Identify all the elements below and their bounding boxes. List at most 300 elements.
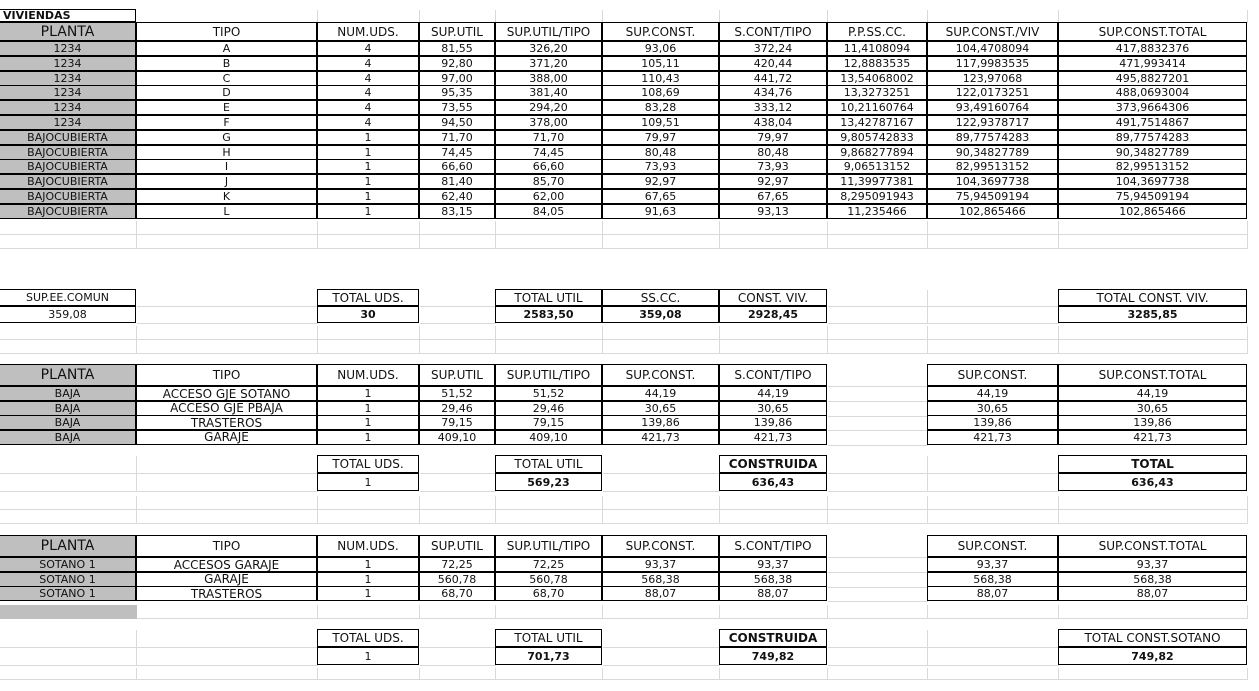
table-cell[interactable]: 93,37 <box>927 557 1058 572</box>
column-header[interactable]: NUM.UDS. <box>317 22 419 41</box>
summary-label[interactable]: TOTAL CONST.SOTANO <box>1058 629 1247 647</box>
table-cell[interactable]: 30,65 <box>719 401 827 416</box>
column-header[interactable]: SUP.CONST.TOTAL <box>1058 364 1247 386</box>
cell[interactable] <box>603 648 720 666</box>
table-cell[interactable]: J <box>136 174 317 189</box>
table-cell[interactable]: 83,15 <box>419 204 495 219</box>
table-cell[interactable]: 333,12 <box>719 100 827 115</box>
cell[interactable] <box>828 510 928 524</box>
cell[interactable] <box>1059 221 1248 235</box>
cell[interactable] <box>420 510 496 524</box>
table-cell[interactable]: 123,97068 <box>927 71 1058 86</box>
summary-label[interactable]: TOTAL UDS. <box>317 455 419 473</box>
summary-label[interactable]: TOTAL UTIL <box>495 455 602 473</box>
summary-label[interactable]: CONST. VIV. <box>719 289 827 306</box>
column-header[interactable]: PLANTA <box>0 22 136 41</box>
column-header[interactable]: TIPO <box>136 22 317 41</box>
table-cell[interactable]: 1 <box>317 204 419 219</box>
summary-label[interactable]: SS.CC. <box>602 289 719 306</box>
table-cell[interactable]: 372,24 <box>719 41 827 56</box>
column-header[interactable]: NUM.UDS. <box>317 535 419 557</box>
table-cell[interactable]: 67,65 <box>719 189 827 204</box>
table-cell[interactable]: BAJA <box>0 401 136 416</box>
table-cell[interactable]: C <box>136 71 317 86</box>
cell[interactable] <box>828 558 928 573</box>
table-cell[interactable]: 108,69 <box>602 85 719 100</box>
cell[interactable] <box>928 221 1059 235</box>
cell[interactable] <box>828 340 928 354</box>
cell[interactable] <box>828 221 928 235</box>
cell[interactable] <box>318 326 420 340</box>
cell[interactable] <box>420 326 496 340</box>
cell[interactable] <box>0 630 137 648</box>
table-cell[interactable]: D <box>136 85 317 100</box>
cell[interactable] <box>828 365 928 387</box>
table-cell[interactable]: G <box>136 130 317 145</box>
summary-value[interactable]: 749,82 <box>719 647 827 665</box>
column-header[interactable]: SUP.UTIL <box>419 364 495 386</box>
table-cell[interactable]: 79,97 <box>602 130 719 145</box>
cell[interactable] <box>420 307 496 324</box>
table-cell[interactable]: 30,65 <box>1058 401 1247 416</box>
cell[interactable] <box>828 416 928 431</box>
table-cell[interactable]: L <box>136 204 317 219</box>
cell[interactable] <box>0 668 137 680</box>
table-cell[interactable]: 9,868277894 <box>827 145 927 160</box>
table-cell[interactable]: 104,4708094 <box>927 41 1058 56</box>
table-cell[interactable]: 92,97 <box>602 174 719 189</box>
cell[interactable] <box>420 668 496 680</box>
table-cell[interactable]: 67,65 <box>602 189 719 204</box>
summary-value[interactable]: 2928,45 <box>719 306 827 323</box>
cell[interactable] <box>603 326 720 340</box>
table-cell[interactable]: 13,42787167 <box>827 115 927 130</box>
cell[interactable] <box>928 340 1059 354</box>
cell[interactable] <box>137 668 318 680</box>
table-cell[interactable]: 30,65 <box>927 401 1058 416</box>
table-cell[interactable]: 79,15 <box>495 415 602 430</box>
table-cell[interactable]: BAJOCUBIERTA <box>0 204 136 219</box>
cell[interactable] <box>603 340 720 354</box>
table-cell[interactable]: 73,93 <box>602 159 719 174</box>
table-cell[interactable]: 73,55 <box>419 100 495 115</box>
table-cell[interactable]: 488,0693004 <box>1058 85 1247 100</box>
cell[interactable] <box>318 605 420 619</box>
table-cell[interactable]: 471,993414 <box>1058 56 1247 71</box>
column-header[interactable]: PLANTA <box>0 364 136 386</box>
cell[interactable] <box>496 605 603 619</box>
cell[interactable] <box>137 605 318 619</box>
cell[interactable] <box>0 648 137 666</box>
table-cell[interactable]: 88,07 <box>602 586 719 601</box>
summary-value[interactable]: 2583,50 <box>495 306 602 323</box>
table-cell[interactable]: 4 <box>317 85 419 100</box>
cell[interactable] <box>828 648 928 666</box>
cell[interactable] <box>603 235 720 249</box>
table-cell[interactable]: 92,80 <box>419 56 495 71</box>
summary-label[interactable]: TOTAL UTIL <box>495 289 602 306</box>
summary-label[interactable]: TOTAL UDS. <box>317 289 419 306</box>
table-cell[interactable]: 139,86 <box>602 415 719 430</box>
cell[interactable] <box>496 496 603 510</box>
table-cell[interactable]: 93,06 <box>602 41 719 56</box>
summary-label[interactable]: TOTAL CONST. VIV. <box>1058 289 1247 306</box>
table-cell[interactable]: GARAJE <box>136 430 317 445</box>
cell[interactable] <box>928 474 1059 492</box>
section-title[interactable]: VIVIENDAS <box>0 9 136 22</box>
table-cell[interactable]: 438,04 <box>719 115 827 130</box>
cell[interactable] <box>420 605 496 619</box>
table-cell[interactable]: 1 <box>317 430 419 445</box>
table-cell[interactable]: 62,00 <box>495 189 602 204</box>
table-cell[interactable]: 421,73 <box>1058 430 1247 445</box>
column-header[interactable]: SUP.CONST. <box>602 364 719 386</box>
cell[interactable] <box>318 340 420 354</box>
table-cell[interactable]: 71,70 <box>419 130 495 145</box>
table-cell[interactable]: 66,60 <box>495 159 602 174</box>
cell[interactable] <box>318 510 420 524</box>
table-cell[interactable]: 29,46 <box>495 401 602 416</box>
cell[interactable] <box>928 326 1059 340</box>
table-cell[interactable]: 105,11 <box>602 56 719 71</box>
table-cell[interactable]: 378,00 <box>495 115 602 130</box>
column-header[interactable]: SUP.UTIL/TIPO <box>495 364 602 386</box>
table-cell[interactable]: 82,99513152 <box>1058 159 1247 174</box>
cell[interactable] <box>318 235 420 249</box>
table-cell[interactable]: 1 <box>317 159 419 174</box>
table-cell[interactable]: 62,40 <box>419 189 495 204</box>
cell[interactable] <box>496 340 603 354</box>
table-cell[interactable]: 104,3697738 <box>927 174 1058 189</box>
cell[interactable] <box>496 326 603 340</box>
summary-value[interactable]: 359,08 <box>602 306 719 323</box>
table-cell[interactable]: SOTANO 1 <box>0 572 136 587</box>
table-cell[interactable]: 80,48 <box>602 145 719 160</box>
cell[interactable] <box>828 474 928 492</box>
column-header[interactable]: SUP.CONST.TOTAL <box>1058 535 1247 557</box>
cell[interactable] <box>928 496 1059 510</box>
cell[interactable] <box>0 474 137 492</box>
table-cell[interactable]: 434,76 <box>719 85 827 100</box>
cell[interactable] <box>720 496 828 510</box>
table-cell[interactable]: 88,07 <box>1058 586 1247 601</box>
table-cell[interactable]: 1 <box>317 386 419 401</box>
table-cell[interactable]: 104,3697738 <box>1058 174 1247 189</box>
table-cell[interactable]: 81,55 <box>419 41 495 56</box>
table-cell[interactable]: 93,37 <box>602 557 719 572</box>
table-cell[interactable]: 1234 <box>0 85 136 100</box>
table-cell[interactable]: 44,19 <box>602 386 719 401</box>
column-header[interactable]: SUP.CONST. <box>602 22 719 41</box>
table-cell[interactable]: 1 <box>317 415 419 430</box>
column-header[interactable]: S.CONT/TIPO <box>719 22 827 41</box>
table-cell[interactable]: 326,20 <box>495 41 602 56</box>
table-cell[interactable]: 11,235466 <box>827 204 927 219</box>
table-cell[interactable]: 90,34827789 <box>927 145 1058 160</box>
cell[interactable] <box>137 648 318 666</box>
cell[interactable] <box>318 668 420 680</box>
table-cell[interactable]: 80,48 <box>719 145 827 160</box>
summary-label[interactable]: CONSTRUIDA <box>719 455 827 473</box>
table-cell[interactable]: 381,40 <box>495 85 602 100</box>
cell[interactable] <box>137 510 318 524</box>
summary-value[interactable]: 636,43 <box>719 473 827 491</box>
table-cell[interactable]: 84,05 <box>495 204 602 219</box>
table-cell[interactable]: 1234 <box>0 71 136 86</box>
cell[interactable] <box>828 326 928 340</box>
table-cell[interactable]: 90,34827789 <box>1058 145 1247 160</box>
table-cell[interactable]: 441,72 <box>719 71 827 86</box>
table-cell[interactable]: 1 <box>317 189 419 204</box>
table-cell[interactable]: 139,86 <box>1058 415 1247 430</box>
cell[interactable] <box>0 221 137 235</box>
summary-value[interactable]: 749,82 <box>1058 647 1247 665</box>
table-cell[interactable]: 97,00 <box>419 71 495 86</box>
table-cell[interactable]: 568,38 <box>927 572 1058 587</box>
cell[interactable] <box>420 456 496 474</box>
table-cell[interactable]: 568,38 <box>1058 572 1247 587</box>
cell[interactable] <box>1059 496 1248 510</box>
table-cell[interactable]: 4 <box>317 115 419 130</box>
cell[interactable] <box>720 510 828 524</box>
cell[interactable] <box>137 496 318 510</box>
table-cell[interactable]: 10,21160764 <box>827 100 927 115</box>
cell[interactable] <box>0 496 137 510</box>
cell[interactable] <box>496 668 603 680</box>
cell[interactable] <box>0 326 137 340</box>
column-header[interactable]: SUP.CONST. <box>927 364 1058 386</box>
summary-value[interactable]: 3285,85 <box>1058 306 1247 323</box>
cell[interactable] <box>137 340 318 354</box>
table-cell[interactable]: 74,45 <box>419 145 495 160</box>
table-cell[interactable]: BAJOCUBIERTA <box>0 174 136 189</box>
summary-label[interactable]: TOTAL <box>1058 455 1247 473</box>
column-header[interactable]: SUP.UTIL/TIPO <box>495 22 602 41</box>
summary-value[interactable]: 359,08 <box>0 306 136 323</box>
table-cell[interactable]: 93,13 <box>719 204 827 219</box>
table-cell[interactable]: 44,19 <box>1058 386 1247 401</box>
table-cell[interactable]: 71,70 <box>495 130 602 145</box>
table-cell[interactable]: 88,07 <box>719 586 827 601</box>
cell[interactable] <box>928 307 1059 324</box>
summary-label[interactable]: CONSTRUIDA <box>719 629 827 647</box>
table-cell[interactable]: BAJOCUBIERTA <box>0 130 136 145</box>
table-cell[interactable]: E <box>136 100 317 115</box>
table-cell[interactable]: A <box>136 41 317 56</box>
column-header[interactable]: S.CONT/TIPO <box>719 535 827 557</box>
table-cell[interactable]: 72,25 <box>419 557 495 572</box>
cell[interactable] <box>720 326 828 340</box>
table-cell[interactable]: ACCESO GJE PBAJA <box>136 401 317 416</box>
cell[interactable] <box>828 307 928 324</box>
cell[interactable] <box>928 235 1059 249</box>
table-cell[interactable]: 72,25 <box>495 557 602 572</box>
table-cell[interactable]: 29,46 <box>419 401 495 416</box>
table-cell[interactable]: 122,9378717 <box>927 115 1058 130</box>
cell[interactable] <box>928 648 1059 666</box>
cell[interactable] <box>828 536 928 558</box>
table-cell[interactable]: 420,44 <box>719 56 827 71</box>
table-cell[interactable]: 1 <box>317 174 419 189</box>
cell[interactable] <box>928 630 1059 648</box>
summary-label[interactable]: TOTAL UDS. <box>317 629 419 647</box>
table-cell[interactable]: 85,70 <box>495 174 602 189</box>
table-cell[interactable]: 560,78 <box>419 572 495 587</box>
table-cell[interactable]: 11,4108094 <box>827 41 927 56</box>
summary-value[interactable]: 30 <box>317 306 419 323</box>
table-cell[interactable]: 51,52 <box>495 386 602 401</box>
table-cell[interactable]: TRASTEROS <box>136 586 317 601</box>
cell[interactable] <box>720 605 828 619</box>
table-cell[interactable]: 102,865466 <box>1058 204 1247 219</box>
column-header[interactable]: SUP.CONST. <box>927 535 1058 557</box>
cell[interactable] <box>603 668 720 680</box>
table-cell[interactable]: 409,10 <box>495 430 602 445</box>
cell[interactable] <box>496 510 603 524</box>
summary-value[interactable]: 1 <box>317 647 419 665</box>
table-cell[interactable]: ACCESOS GARAJE <box>136 557 317 572</box>
table-cell[interactable]: 82,99513152 <box>927 159 1058 174</box>
table-cell[interactable]: 13,54068002 <box>827 71 927 86</box>
column-header[interactable]: PLANTA <box>0 535 136 557</box>
cell[interactable] <box>318 496 420 510</box>
table-cell[interactable]: TRASTEROS <box>136 415 317 430</box>
table-cell[interactable]: 4 <box>317 100 419 115</box>
table-cell[interactable]: 1234 <box>0 56 136 71</box>
cell[interactable] <box>828 431 928 446</box>
table-cell[interactable]: 1 <box>317 401 419 416</box>
table-cell[interactable]: K <box>136 189 317 204</box>
table-cell[interactable]: 1 <box>317 572 419 587</box>
cell[interactable] <box>828 496 928 510</box>
cell[interactable] <box>137 221 318 235</box>
cell[interactable] <box>928 456 1059 474</box>
cell[interactable] <box>1059 340 1248 354</box>
cell[interactable] <box>420 290 496 307</box>
cell[interactable] <box>137 630 318 648</box>
cell[interactable] <box>1059 235 1248 249</box>
table-cell[interactable]: 74,45 <box>495 145 602 160</box>
cell[interactable] <box>0 235 137 249</box>
summary-value[interactable]: 701,73 <box>495 647 602 665</box>
cell[interactable] <box>828 387 928 402</box>
table-cell[interactable]: 89,77574283 <box>927 130 1058 145</box>
column-header[interactable]: S.CONT/TIPO <box>719 364 827 386</box>
table-cell[interactable]: 11,39977381 <box>827 174 927 189</box>
column-header[interactable]: SUP.CONST.TOTAL <box>1058 22 1247 41</box>
table-cell[interactable]: 91,63 <box>602 204 719 219</box>
table-cell[interactable]: 73,93 <box>719 159 827 174</box>
table-cell[interactable]: 371,20 <box>495 56 602 71</box>
table-cell[interactable]: GARAJE <box>136 572 317 587</box>
cell[interactable] <box>720 340 828 354</box>
cell[interactable] <box>420 474 496 492</box>
table-cell[interactable]: 75,94509194 <box>1058 189 1247 204</box>
cell[interactable] <box>137 474 318 492</box>
table-cell[interactable]: 9,805742833 <box>827 130 927 145</box>
cell[interactable] <box>137 326 318 340</box>
cell[interactable] <box>603 456 720 474</box>
table-cell[interactable]: BAJOCUBIERTA <box>0 145 136 160</box>
cell[interactable] <box>928 290 1059 307</box>
table-cell[interactable]: 139,86 <box>927 415 1058 430</box>
table-cell[interactable]: 68,70 <box>419 586 495 601</box>
cell[interactable] <box>420 221 496 235</box>
table-cell[interactable]: BAJA <box>0 430 136 445</box>
cell[interactable] <box>137 235 318 249</box>
cell[interactable] <box>603 510 720 524</box>
table-cell[interactable]: 491,7514867 <box>1058 115 1247 130</box>
table-cell[interactable]: 44,19 <box>927 386 1058 401</box>
cell[interactable] <box>828 456 928 474</box>
column-header[interactable]: SUP.CONST. <box>602 535 719 557</box>
column-header[interactable]: SUP.UTIL <box>419 535 495 557</box>
table-cell[interactable]: BAJA <box>0 386 136 401</box>
column-header[interactable]: TIPO <box>136 364 317 386</box>
cell[interactable] <box>420 235 496 249</box>
cell[interactable] <box>420 648 496 666</box>
table-cell[interactable]: 373,9664306 <box>1058 100 1247 115</box>
cell[interactable] <box>137 456 318 474</box>
cell[interactable] <box>720 668 828 680</box>
table-cell[interactable]: BAJOCUBIERTA <box>0 159 136 174</box>
cell[interactable] <box>318 221 420 235</box>
column-header[interactable]: P.P.SS.CC. <box>827 22 927 41</box>
cell[interactable] <box>828 630 928 648</box>
column-header[interactable]: SUP.CONST./VIV <box>927 22 1058 41</box>
table-cell[interactable]: 560,78 <box>495 572 602 587</box>
table-cell[interactable]: 388,00 <box>495 71 602 86</box>
summary-value[interactable]: 1 <box>317 473 419 491</box>
cell[interactable] <box>828 605 928 619</box>
cell[interactable] <box>603 474 720 492</box>
table-cell[interactable]: 81,40 <box>419 174 495 189</box>
table-cell[interactable]: 1 <box>317 145 419 160</box>
table-cell[interactable]: B <box>136 56 317 71</box>
table-cell[interactable]: 4 <box>317 71 419 86</box>
table-cell[interactable]: BAJOCUBIERTA <box>0 189 136 204</box>
table-cell[interactable]: 122,0173251 <box>927 85 1058 100</box>
table-cell[interactable]: 1234 <box>0 115 136 130</box>
column-header[interactable]: SUP.UTIL/TIPO <box>495 535 602 557</box>
table-cell[interactable]: SOTANO 1 <box>0 586 136 601</box>
table-cell[interactable]: 4 <box>317 56 419 71</box>
table-cell[interactable]: 79,97 <box>719 130 827 145</box>
cell[interactable] <box>603 221 720 235</box>
cell[interactable] <box>828 573 928 588</box>
cell[interactable] <box>1059 510 1248 524</box>
cell[interactable] <box>0 340 137 354</box>
table-cell[interactable]: 93,49160764 <box>927 100 1058 115</box>
summary-value[interactable]: 569,23 <box>495 473 602 491</box>
table-cell[interactable]: 109,51 <box>602 115 719 130</box>
table-cell[interactable]: 51,52 <box>419 386 495 401</box>
table-cell[interactable]: 88,07 <box>927 586 1058 601</box>
table-cell[interactable]: 1 <box>317 557 419 572</box>
cell[interactable] <box>496 235 603 249</box>
cell[interactable] <box>420 496 496 510</box>
table-cell[interactable]: 568,38 <box>602 572 719 587</box>
cell[interactable] <box>828 668 928 680</box>
table-cell[interactable]: 417,8832376 <box>1058 41 1247 56</box>
table-cell[interactable]: 89,77574283 <box>1058 130 1247 145</box>
cell[interactable] <box>828 235 928 249</box>
table-cell[interactable]: 9,06513152 <box>827 159 927 174</box>
table-cell[interactable]: 1 <box>317 586 419 601</box>
table-cell[interactable]: F <box>136 115 317 130</box>
table-cell[interactable]: 94,50 <box>419 115 495 130</box>
table-cell[interactable]: 12,8883535 <box>827 56 927 71</box>
